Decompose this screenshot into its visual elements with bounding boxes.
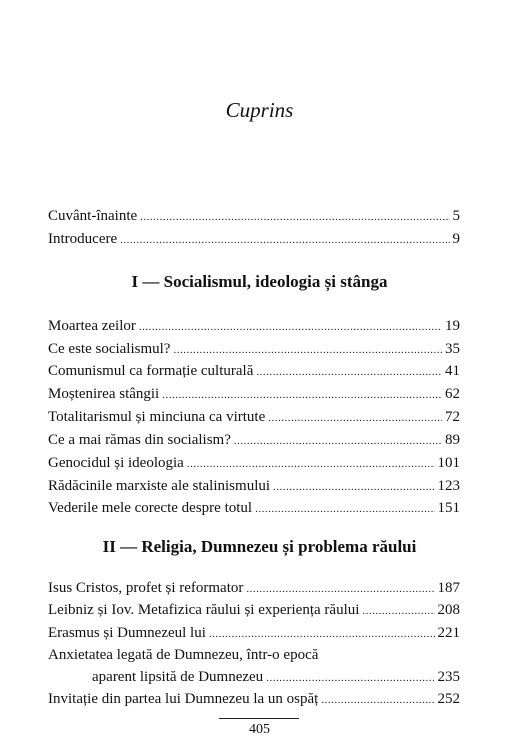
- toc-entry-page: 35: [445, 341, 460, 357]
- toc-entry-page: 62: [445, 386, 460, 402]
- toc-entry-title: Ce este socialismul?: [48, 341, 171, 357]
- toc-entry-page: 252: [437, 691, 460, 707]
- toc-entry-title: aparent lipsită de Dumnezeu: [92, 669, 264, 685]
- toc-entry: [48, 339, 460, 359]
- toc-entry: [48, 498, 460, 518]
- toc-entry-page: 208: [437, 602, 460, 618]
- leader-dots: [362, 601, 434, 621]
- toc-entry-page: 235: [437, 669, 460, 685]
- leader-dots: [162, 385, 442, 405]
- toc-entry-title: Rădăcinile marxiste ale stalinismului: [48, 478, 271, 494]
- section-heading: I — Socialismul, ideologia și stânga: [131, 272, 388, 291]
- leader-dots: [246, 579, 434, 599]
- leader-dots: [268, 408, 442, 428]
- toc-entry-title: Totalitarismul și minciuna ca virtute: [48, 409, 266, 425]
- toc-entry-page: 101: [437, 455, 460, 471]
- toc-entry: [48, 476, 460, 496]
- toc-entry-page: 187: [437, 580, 460, 596]
- toc-entry-title: Erasmus și Dumnezeul lui: [48, 625, 206, 641]
- toc-entry-title: Moartea zeilor: [48, 318, 136, 334]
- toc-entry: [48, 600, 460, 620]
- toc-entry-title: Leibniz și Iov. Metafizica răului și experiența răului: [48, 602, 360, 618]
- leader-dots: [273, 477, 434, 497]
- toc-entry: [48, 689, 460, 709]
- toc-entry: [92, 667, 460, 687]
- toc-entry: [48, 229, 460, 249]
- toc-entry-page: 221: [437, 625, 460, 641]
- toc-entry: [48, 206, 460, 226]
- leader-dots: [321, 690, 434, 710]
- toc-entry: [48, 407, 460, 427]
- leader-dots: [266, 668, 434, 688]
- toc-entry: [48, 623, 460, 643]
- toc-entry-page: 72: [445, 409, 460, 425]
- toc-entry-page: 5: [452, 208, 460, 224]
- toc-entry-title: Genocidul și ideologia: [48, 455, 184, 471]
- leader-dots: [255, 499, 434, 519]
- leader-dots: [139, 317, 442, 337]
- toc-entry-title: Isus Cristos, profet și reformator: [48, 580, 244, 596]
- page-title: Cuprins: [225, 98, 294, 122]
- section-heading: II — Religia, Dumnezeu și problema răului: [102, 537, 417, 556]
- toc-entry: [48, 453, 460, 473]
- toc-entry-page: 89: [445, 432, 460, 448]
- toc-entry: [48, 578, 460, 598]
- leader-dots: [187, 454, 435, 474]
- leader-dots: [234, 431, 442, 451]
- toc-entry-page: 151: [437, 500, 460, 516]
- footer-rule: [219, 718, 299, 719]
- toc-entry-title: Vederile mele corecte despre totul: [48, 500, 253, 516]
- toc-entry: [48, 384, 460, 404]
- toc-entry-page: 123: [437, 478, 460, 494]
- page-number: 405: [249, 722, 270, 737]
- toc-entry-page: 41: [445, 363, 460, 379]
- toc-entry: [48, 430, 460, 450]
- toc-entry-title: Moștenirea stângii: [48, 386, 160, 402]
- leader-dots: [173, 340, 442, 360]
- leader-dots: [140, 207, 449, 227]
- toc-entry-title: Introducere: [48, 231, 118, 247]
- toc-entry-title: Invitație din partea lui Dumnezeu la un ospăț: [48, 691, 319, 707]
- toc-entry-title: Anxietatea legată de Dumnezeu, într-o epocă: [48, 647, 319, 663]
- toc-entry-title: Comunismul ca formație culturală: [48, 363, 254, 379]
- leader-dots: [209, 624, 435, 644]
- toc-entry-title: Ce a mai rămas din socialism?: [48, 432, 231, 448]
- leader-dots: [120, 230, 449, 250]
- toc-entry-title: Cuvânt-înainte: [48, 208, 138, 224]
- toc-entry-page: 19: [445, 318, 460, 334]
- toc-entry: [48, 316, 460, 336]
- toc-entry-page: 9: [452, 231, 460, 247]
- leader-dots: [256, 362, 442, 382]
- toc-entry: [48, 361, 460, 381]
